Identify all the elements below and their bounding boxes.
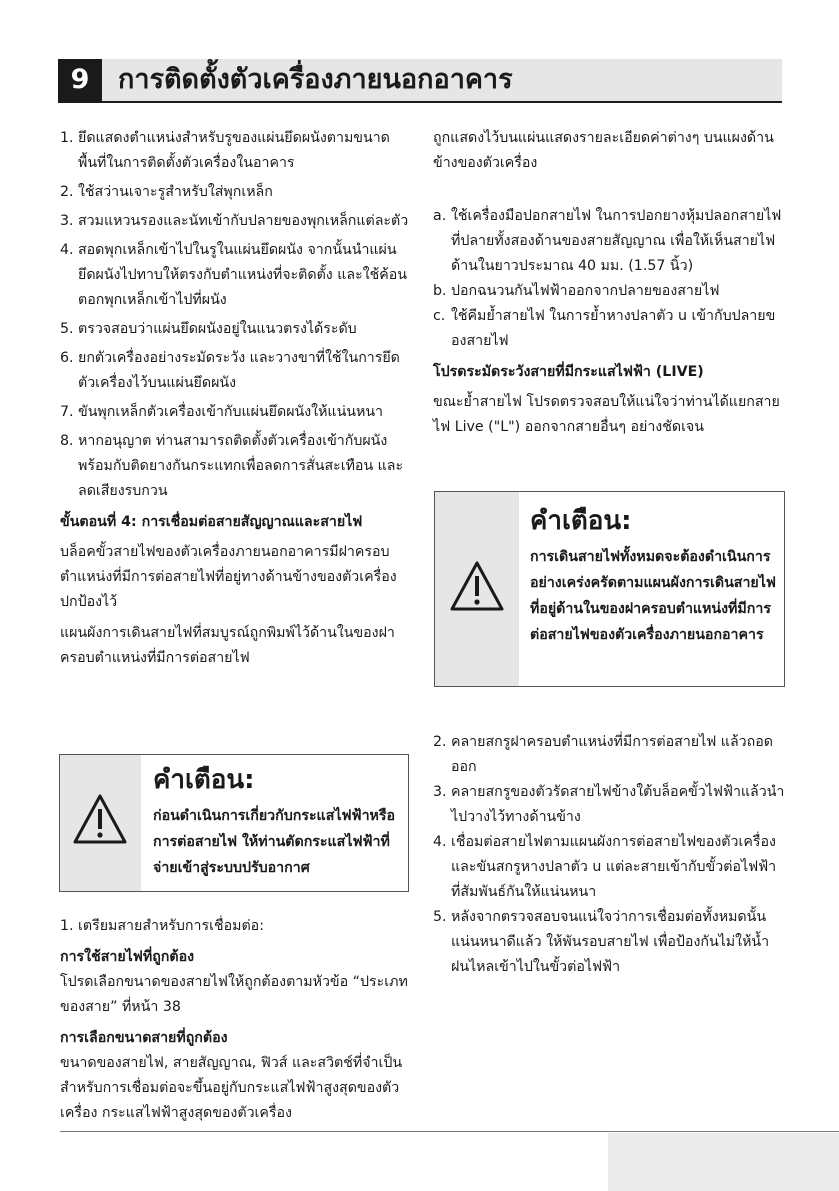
- left-column-lower: [60, 914, 412, 1126]
- right-column-lower: [433, 730, 785, 980]
- list-item: b. ปอกฉนวนกันไฟฟ้าออกจากปลายของสายไฟ: [433, 283, 720, 299]
- list-item: a. ใช้เครื่องมือปอกสายไฟ ในการปอกยางหุ้มปลอกสายไฟที่ปลายทั้งสองด้านของสายสัญญาณ เพื่อให้เห็นสายไฟด้านในยาวประมาณ 40 มม. (1.57 นิ้ว): [433, 208, 782, 274]
- warning-title: คำเตือน:: [153, 765, 255, 795]
- warning-text: การเดินสายไฟทั้งหมดจะต้องดำเนินการอย่างเคร่งครัดตามแผนผังการเดินสายไฟที่อยู่ด้านในของฝาครอบตำแหน่งที่มีการต่อสายไฟของตัวเครื่องภายนอกอาคาร: [530, 549, 776, 643]
- wire-size-heading: การเลือกขนาดสายที่ถูกต้อง: [60, 1030, 228, 1046]
- wire-prep-substeps: [433, 204, 785, 354]
- warning-title: คำเตือน:: [530, 506, 632, 536]
- warning-box-power: [59, 754, 409, 892]
- terminal-cover-paragraph: บล็อคขั้วสายไฟของตัวเครื่องภายนอกอาคารมีฝาครอบตำแหน่งที่มีการต่อสายไฟที่อยู่ทางด้านข้างของตัวเครื่องปกป้องไว้: [60, 544, 397, 610]
- list-item: 2. ใช้สว่านเจาะรูสำหรับใส่พุกเหล็ก: [60, 184, 273, 200]
- connection-steps: [433, 730, 785, 980]
- step4-heading: ขั้นตอนที่ 4: การเชื่อมต่อสายสัญญาณและสายไฟ: [60, 514, 363, 530]
- left-column: [60, 126, 412, 671]
- right-column: [433, 126, 785, 440]
- correct-wire-heading: การใช้สายไฟที่ถูกต้อง: [60, 949, 195, 965]
- warning-box-wiring: [434, 491, 785, 687]
- correct-wire-text: โปรดเลือกขนาดของสายไฟให้ถูกต้องตามหัวข้อ “ประเภทของสาย” ที่หน้า 38: [60, 974, 408, 1015]
- list-item: 3. สวมแหวนรองและนัทเข้ากับปลายของพุกเหล็กแต่ละตัว: [60, 213, 409, 229]
- warning-triangle-icon: [72, 793, 128, 845]
- chapter-title: การติดตั้งตัวเครื่องภายนอกอาคาร: [118, 64, 513, 95]
- list-item: 7. ขันพุกเหล็กตัวเครื่องเข้ากับแผ่นยึดผนังให้แน่นหนา: [60, 404, 383, 420]
- list-item: 6. ยกตัวเครื่องอย่างระมัดระวัง และวางขาที่ใช้ในการยึดตัวเครื่องไว้บนแผ่นยึดผนัง: [60, 350, 400, 391]
- live-wire-heading: โปรดระมัดระวังสายที่มีกระแสไฟฟ้า (LIVE): [433, 364, 704, 380]
- list-item: 4. เชื่อมต่อสายไฟตามแผนผังการต่อสายไฟของตัวเครื่อง และขันสกรูหางปลาตัว u แต่ละสายเข้ากับขั้วต่อไฟฟ้าที่สัมพันธ์กันให้แน่นหนา: [433, 834, 777, 900]
- footer-rule: [60, 1131, 839, 1132]
- rating-plate-text: ถูกแสดงไว้บนแผ่นแสดงรายละเอียดค่าต่างๆ บนแผงด้านข้างของตัวเครื่อง: [433, 130, 774, 171]
- install-steps: [60, 126, 412, 504]
- list-item: 5. หลังจากตรวจสอบจนแน่ใจว่าการเชื่อมต่อทั้งหมดนั้นแน่นหนาดีแล้ว ให้พันรอบสายไฟ เพื่อป้องกันไม่ให้น้ำฝนไหลเข้าไปในขั้วต่อไฟฟ้า: [433, 909, 770, 975]
- wiring-diagram-paragraph: แผนผังการเดินสายไฟที่สมบูรณ์ถูกพิมพ์ไว้ด้านในของฝาครอบตำแหน่งที่มีการต่อสายไฟ: [60, 625, 395, 666]
- list-item: 4. สอดพุกเหล็กเข้าไปในรูในแผ่นยึดผนัง จากนั้นนำแผ่นยึดผนังไปทาบให้ตรงกับตำแหน่งที่จะติดตั้ง และใช้ค้อนตอกพุกเหล็กเข้าไปที่ผนัง: [60, 242, 407, 308]
- warning-text: ก่อนดำเนินการเกี่ยวกับกระแสไฟฟ้าหรือการต่อสายไฟ ให้ท่านตัดกระแสไฟฟ้าที่จ่ายเข้าสู่ระบบปรับอากาศ: [153, 808, 396, 876]
- wire-size-text: ขนาดของสายไฟ, สายสัญญาณ, ฟิวส์ และสวิตช์ที่จำเป็นสำหรับการเชื่อมต่อจะขึ้นอยู่กับกระแสไฟฟ้าสูงสุดของตัวเครื่อง กระแสไฟฟ้าสูงสุดของตัวเครื่อง: [60, 1055, 403, 1121]
- list-item: c. ใช้คีมย้ำสายไฟ ในการย้ำหางปลาตัว u เข้ากับปลายของสายไฟ: [433, 308, 776, 349]
- list-item: 1. ยึดแสดงตำแหน่งสำหรับรูของแผ่นยึดผนังตามขนาดพื้นที่ในการติดตั้งตัวเครื่องในอาคาร: [60, 130, 390, 171]
- list-item: 8. หากอนุญาต ท่านสามารถติดตั้งตัวเครื่องเข้ากับผนังพร้อมกับติดยางกันกระแทกเพื่อลดการสั่นสะเทือน และลดเสียงรบกวน: [60, 433, 404, 499]
- prepare-wires-step: 1. เตรียมสายสำหรับการเชื่อมต่อ:: [60, 918, 264, 934]
- list-item: 5. ตรวจสอบว่าแผ่นยึดผนังอยู่ในแนวตรงได้ระดับ: [60, 321, 357, 337]
- list-item: 3. คลายสกรูของตัวรัดสายไฟข้างใต้บล็อคขั้วไฟฟ้าแล้วนำไปวางไว้ทางด้านข้าง: [433, 784, 785, 825]
- list-item: 2. คลายสกรูฝาครอบตำแหน่งที่มีการต่อสายไฟ แล้วถอดออก: [433, 734, 773, 775]
- chapter-header: [58, 59, 782, 103]
- footer-band: [608, 1133, 839, 1191]
- live-wire-text: ขณะย้ำสายไฟ โปรดตรวจสอบให้แน่ใจว่าท่านได้แยกสายไฟ Live ("L") ออกจากสายอื่นๆ อย่างชัดเจน: [433, 394, 780, 435]
- warning-triangle-icon: [449, 560, 505, 612]
- chapter-number: 9: [58, 59, 102, 101]
